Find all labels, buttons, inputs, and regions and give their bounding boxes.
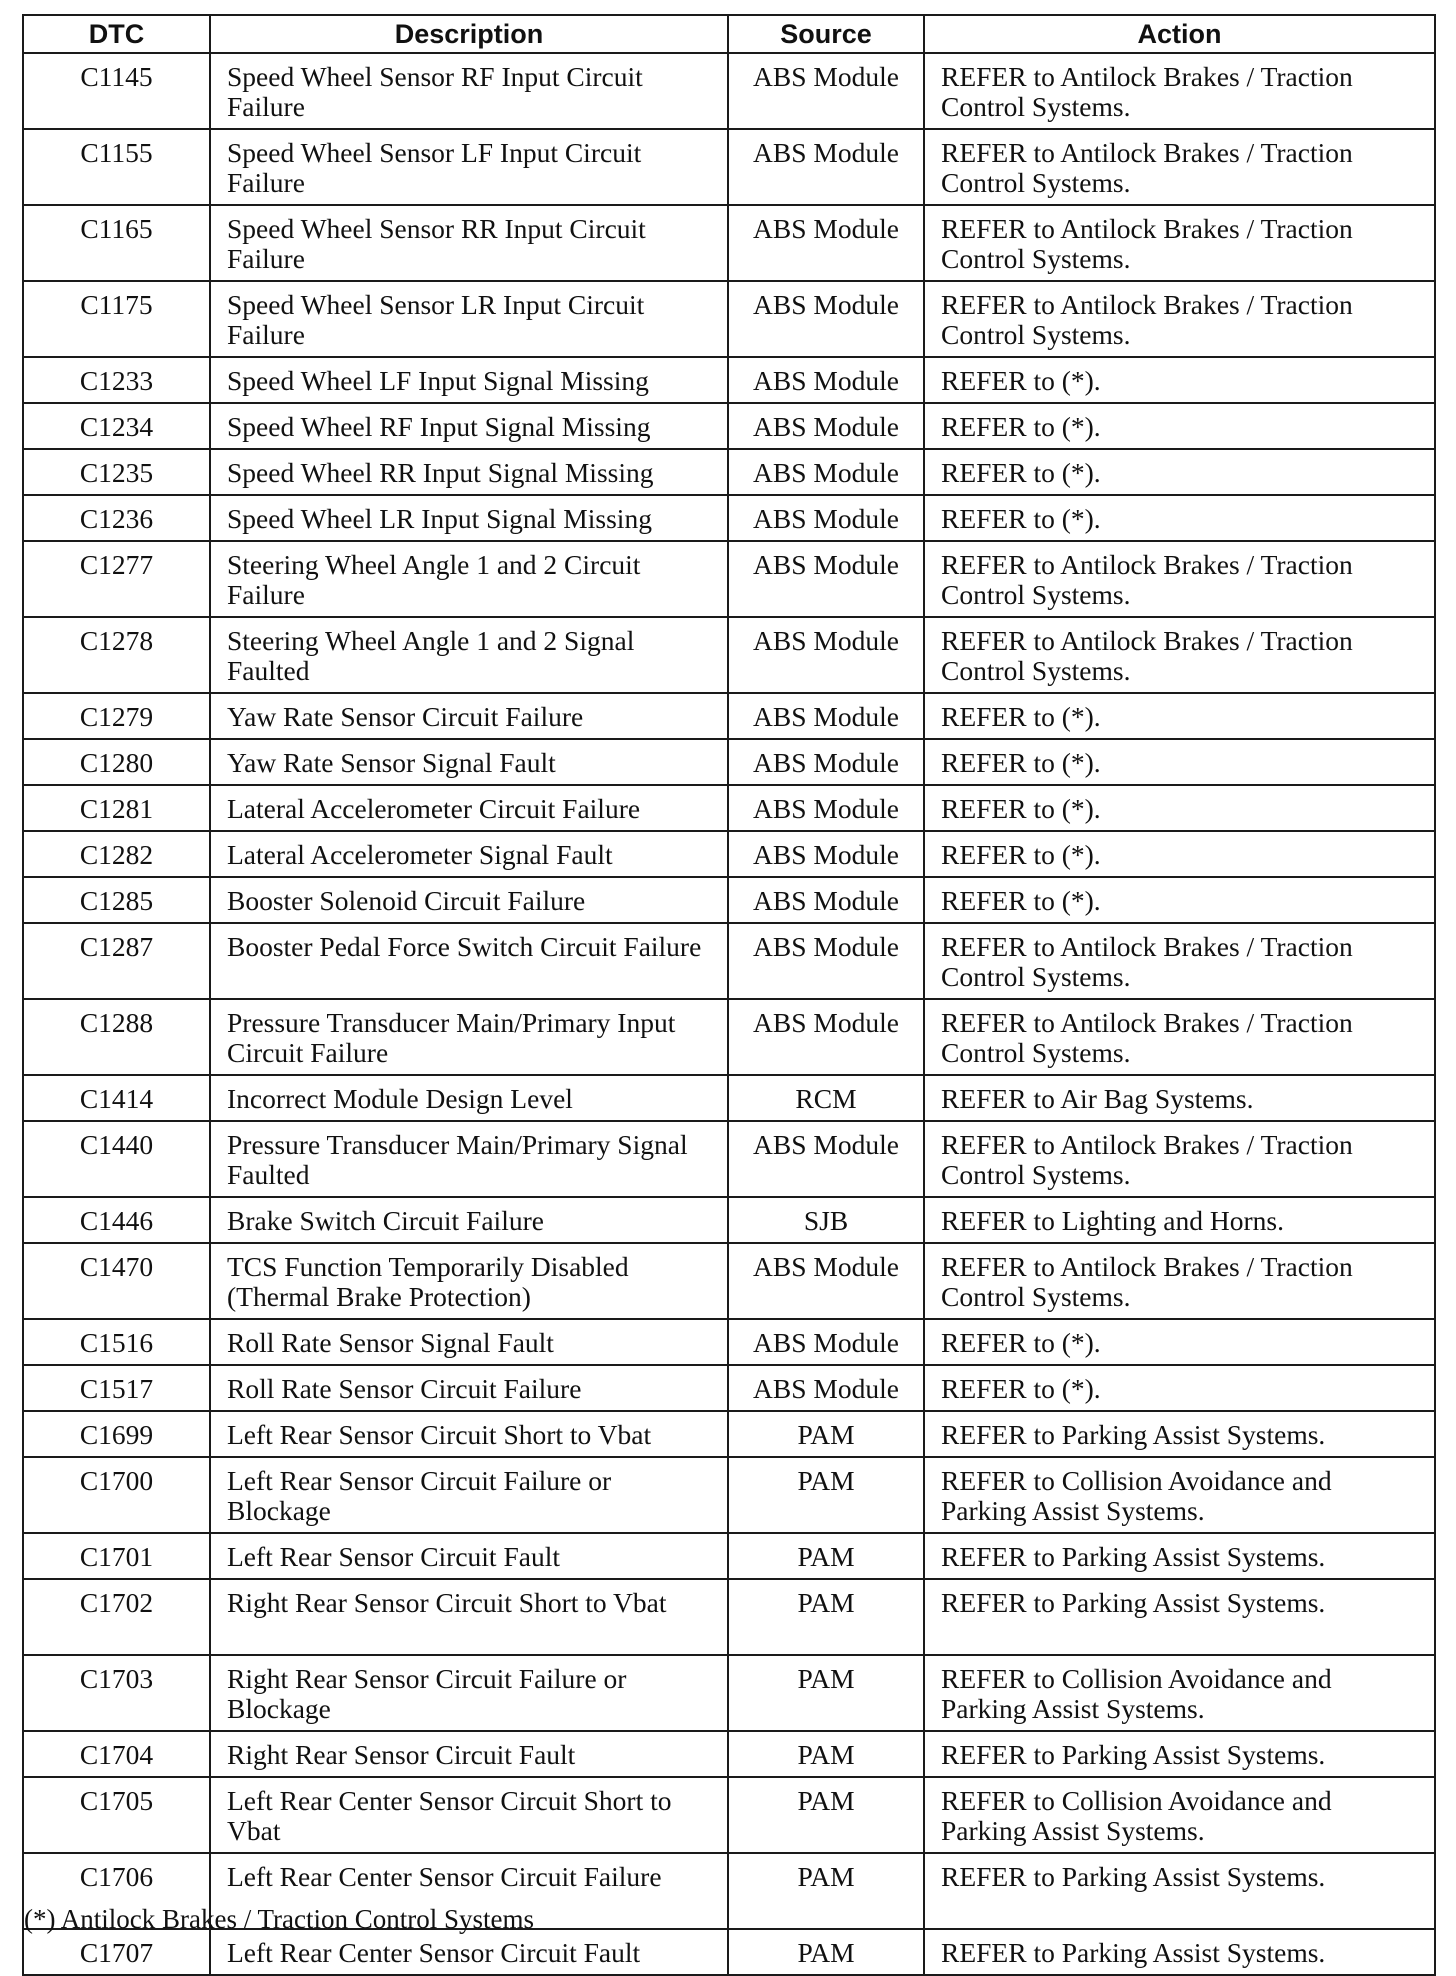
description-cell: Speed Wheel Sensor LR Input Circuit Failure <box>210 281 728 357</box>
dtc-cell: C1155 <box>23 129 210 205</box>
dtc-cell: C1279 <box>23 693 210 739</box>
description-cell: Speed Wheel Sensor LF Input Circuit Failure <box>210 129 728 205</box>
source-cell: PAM <box>728 1853 924 1929</box>
source-cell: ABS Module <box>728 1243 924 1319</box>
action-cell: REFER to (*). <box>924 785 1435 831</box>
source-cell: ABS Module <box>728 357 924 403</box>
table-row <box>23 999 1435 1075</box>
action-cell: REFER to (*). <box>924 1319 1435 1365</box>
description-cell: Lateral Accelerometer Signal Fault <box>210 831 728 877</box>
description-cell: Pressure Transducer Main/Primary Input Circuit Failure <box>210 999 728 1075</box>
source-cell: ABS Module <box>728 739 924 785</box>
dtc-cell: C1701 <box>23 1533 210 1579</box>
action-cell: REFER to Collision Avoidance and Parking Assist Systems. <box>924 1777 1435 1853</box>
table-row <box>23 785 1435 831</box>
description-cell: Left Rear Center Sensor Circuit Failure <box>210 1853 728 1929</box>
table-row <box>23 923 1435 999</box>
source-cell: PAM <box>728 1411 924 1457</box>
dtc-cell: C1700 <box>23 1457 210 1533</box>
dtc-table <box>22 14 1436 1976</box>
action-cell: REFER to Parking Assist Systems. <box>924 1579 1435 1655</box>
table-row <box>23 1365 1435 1411</box>
dtc-cell: C1703 <box>23 1655 210 1731</box>
action-cell: REFER to (*). <box>924 1365 1435 1411</box>
source-cell: PAM <box>728 1533 924 1579</box>
table-row <box>23 449 1435 495</box>
table-row <box>23 495 1435 541</box>
table-row <box>23 281 1435 357</box>
dtc-cell: C1285 <box>23 877 210 923</box>
description-cell: Speed Wheel Sensor RF Input Circuit Failure <box>210 53 728 129</box>
table-row <box>23 1533 1435 1579</box>
action-cell: REFER to (*). <box>924 357 1435 403</box>
dtc-cell: C1236 <box>23 495 210 541</box>
dtc-cell: C1705 <box>23 1777 210 1853</box>
action-cell: REFER to (*). <box>924 495 1435 541</box>
table-row <box>23 1655 1435 1731</box>
description-cell: Incorrect Module Design Level <box>210 1075 728 1121</box>
description-cell: Yaw Rate Sensor Circuit Failure <box>210 693 728 739</box>
dtc-cell: C1165 <box>23 205 210 281</box>
table-row <box>23 403 1435 449</box>
description-cell: Right Rear Sensor Circuit Short to Vbat <box>210 1579 728 1655</box>
table-row <box>23 1411 1435 1457</box>
dtc-cell: C1235 <box>23 449 210 495</box>
description-cell: Speed Wheel RR Input Signal Missing <box>210 449 728 495</box>
source-cell: PAM <box>728 1777 924 1853</box>
action-cell: REFER to Antilock Brakes / Traction Control Systems. <box>924 617 1435 693</box>
source-cell: ABS Module <box>728 785 924 831</box>
table-row <box>23 357 1435 403</box>
table-row <box>23 1197 1435 1243</box>
dtc-cell: C1281 <box>23 785 210 831</box>
action-cell: REFER to (*). <box>924 831 1435 877</box>
action-cell: REFER to Antilock Brakes / Traction Control Systems. <box>924 1243 1435 1319</box>
header-row <box>23 15 1435 53</box>
action-cell: REFER to Antilock Brakes / Traction Control Systems. <box>924 205 1435 281</box>
action-cell: REFER to Parking Assist Systems. <box>924 1411 1435 1457</box>
source-cell: RCM <box>728 1075 924 1121</box>
dtc-cell: C1288 <box>23 999 210 1075</box>
table-row <box>23 831 1435 877</box>
action-cell: REFER to Antilock Brakes / Traction Control Systems. <box>924 541 1435 617</box>
table-row <box>23 1731 1435 1777</box>
description-cell: Booster Pedal Force Switch Circuit Failure <box>210 923 728 999</box>
source-cell: PAM <box>728 1929 924 1975</box>
table-body <box>23 53 1435 1975</box>
action-cell: REFER to Antilock Brakes / Traction Control Systems. <box>924 999 1435 1075</box>
dtc-cell: C1280 <box>23 739 210 785</box>
table-row <box>23 1121 1435 1197</box>
dtc-cell: C1277 <box>23 541 210 617</box>
table-row <box>23 129 1435 205</box>
source-cell: ABS Module <box>728 1121 924 1197</box>
source-cell: ABS Module <box>728 449 924 495</box>
action-cell: REFER to Antilock Brakes / Traction Control Systems. <box>924 129 1435 205</box>
description-cell: Lateral Accelerometer Circuit Failure <box>210 785 728 831</box>
table-row <box>23 53 1435 129</box>
dtc-cell: C1446 <box>23 1197 210 1243</box>
table-row <box>23 205 1435 281</box>
table-row <box>23 617 1435 693</box>
action-cell: REFER to (*). <box>924 403 1435 449</box>
table-row <box>23 1777 1435 1853</box>
source-cell: PAM <box>728 1731 924 1777</box>
source-cell: ABS Module <box>728 403 924 449</box>
dtc-cell: C1707 <box>23 1929 210 1975</box>
action-cell: REFER to (*). <box>924 739 1435 785</box>
description-cell: Left Rear Sensor Circuit Short to Vbat <box>210 1411 728 1457</box>
description-cell: Right Rear Sensor Circuit Failure or Blockage <box>210 1655 728 1731</box>
source-cell: PAM <box>728 1457 924 1533</box>
table-row <box>23 877 1435 923</box>
description-cell: Booster Solenoid Circuit Failure <box>210 877 728 923</box>
description-cell: Roll Rate Sensor Circuit Failure <box>210 1365 728 1411</box>
description-cell: Speed Wheel RF Input Signal Missing <box>210 403 728 449</box>
description-cell: Left Rear Center Sensor Circuit Fault <box>210 1929 728 1975</box>
action-cell: REFER to Parking Assist Systems. <box>924 1533 1435 1579</box>
source-cell: ABS Module <box>728 1319 924 1365</box>
dtc-cell: C1233 <box>23 357 210 403</box>
description-cell: Left Rear Sensor Circuit Fault <box>210 1533 728 1579</box>
source-cell: ABS Module <box>728 541 924 617</box>
source-cell: ABS Module <box>728 281 924 357</box>
source-cell: ABS Module <box>728 53 924 129</box>
action-cell: REFER to Antilock Brakes / Traction Control Systems. <box>924 53 1435 129</box>
action-cell: REFER to Parking Assist Systems. <box>924 1731 1435 1777</box>
dtc-cell: C1145 <box>23 53 210 129</box>
source-cell: ABS Module <box>728 205 924 281</box>
source-cell: ABS Module <box>728 1365 924 1411</box>
dtc-cell: C1175 <box>23 281 210 357</box>
source-cell: PAM <box>728 1655 924 1731</box>
header-dtc: DTC <box>23 15 210 53</box>
table-row <box>23 1319 1435 1365</box>
dtc-cell: C1704 <box>23 1731 210 1777</box>
dtc-cell: C1440 <box>23 1121 210 1197</box>
table-row <box>23 1243 1435 1319</box>
source-cell: SJB <box>728 1197 924 1243</box>
description-cell: TCS Function Temporarily Disabled (Thermal Brake Protection) <box>210 1243 728 1319</box>
source-cell: ABS Module <box>728 693 924 739</box>
dtc-cell: C1699 <box>23 1411 210 1457</box>
table-row <box>23 1075 1435 1121</box>
header-source: Source <box>728 15 924 53</box>
dtc-cell: C1706 <box>23 1853 210 1929</box>
dtc-cell: C1287 <box>23 923 210 999</box>
table-row <box>23 739 1435 785</box>
dtc-cell: C1517 <box>23 1365 210 1411</box>
dtc-cell: C1282 <box>23 831 210 877</box>
source-cell: ABS Module <box>728 877 924 923</box>
source-cell: ABS Module <box>728 495 924 541</box>
footnote: (*) Antilock Brakes / Traction Control Systems <box>24 1904 534 1934</box>
description-cell: Left Rear Sensor Circuit Failure or Blockage <box>210 1457 728 1533</box>
action-cell: REFER to Collision Avoidance and Parking Assist Systems. <box>924 1457 1435 1533</box>
dtc-cell: C1470 <box>23 1243 210 1319</box>
action-cell: REFER to Antilock Brakes / Traction Control Systems. <box>924 1121 1435 1197</box>
source-cell: ABS Module <box>728 999 924 1075</box>
action-cell: REFER to Collision Avoidance and Parking Assist Systems. <box>924 1655 1435 1731</box>
dtc-cell: C1414 <box>23 1075 210 1121</box>
table-row <box>23 693 1435 739</box>
source-cell: ABS Module <box>728 831 924 877</box>
table-row <box>23 541 1435 617</box>
action-cell: REFER to Parking Assist Systems. <box>924 1929 1435 1975</box>
description-cell: Speed Wheel LF Input Signal Missing <box>210 357 728 403</box>
dtc-cell: C1278 <box>23 617 210 693</box>
source-cell: PAM <box>728 1579 924 1655</box>
action-cell: REFER to Air Bag Systems. <box>924 1075 1435 1121</box>
source-cell: ABS Module <box>728 617 924 693</box>
dtc-cell: C1234 <box>23 403 210 449</box>
description-cell: Steering Wheel Angle 1 and 2 Circuit Failure <box>210 541 728 617</box>
description-cell: Speed Wheel Sensor RR Input Circuit Failure <box>210 205 728 281</box>
header-action: Action <box>924 15 1435 53</box>
description-cell: Brake Switch Circuit Failure <box>210 1197 728 1243</box>
table-row <box>23 1457 1435 1533</box>
action-cell: REFER to Antilock Brakes / Traction Control Systems. <box>924 281 1435 357</box>
description-cell: Right Rear Sensor Circuit Fault <box>210 1731 728 1777</box>
table-row <box>23 1929 1435 1975</box>
header-description: Description <box>210 15 728 53</box>
action-cell: REFER to (*). <box>924 693 1435 739</box>
dtc-cell: C1702 <box>23 1579 210 1655</box>
description-cell: Yaw Rate Sensor Signal Fault <box>210 739 728 785</box>
description-cell: Steering Wheel Angle 1 and 2 Signal Faulted <box>210 617 728 693</box>
description-cell: Left Rear Center Sensor Circuit Short to Vbat <box>210 1777 728 1853</box>
description-cell: Speed Wheel LR Input Signal Missing <box>210 495 728 541</box>
source-cell: ABS Module <box>728 923 924 999</box>
source-cell: ABS Module <box>728 129 924 205</box>
table-row <box>23 1579 1435 1655</box>
dtc-cell: C1516 <box>23 1319 210 1365</box>
action-cell: REFER to Lighting and Horns. <box>924 1197 1435 1243</box>
action-cell: REFER to (*). <box>924 449 1435 495</box>
action-cell: REFER to Antilock Brakes / Traction Control Systems. <box>924 923 1435 999</box>
action-cell: REFER to (*). <box>924 877 1435 923</box>
description-cell: Roll Rate Sensor Signal Fault <box>210 1319 728 1365</box>
description-cell: Pressure Transducer Main/Primary Signal Faulted <box>210 1121 728 1197</box>
action-cell: REFER to Parking Assist Systems. <box>924 1853 1435 1929</box>
